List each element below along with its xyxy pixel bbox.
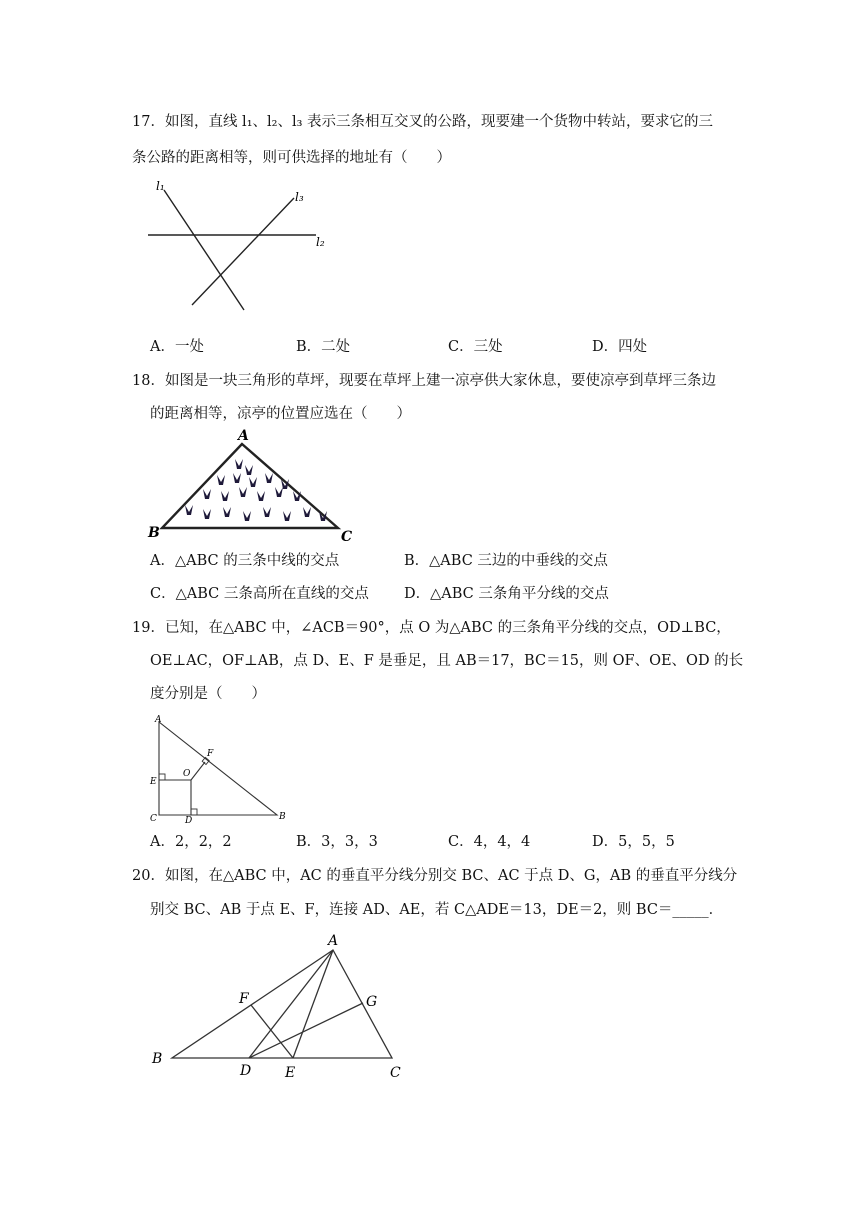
segment-AD xyxy=(249,950,333,1058)
q18-option-d: D．△ABC 三条角平分线的交点 xyxy=(404,586,609,602)
q18-figure xyxy=(145,425,365,545)
q17-option-c: C．三处 xyxy=(448,339,503,355)
grass-row-3 xyxy=(203,487,301,501)
lawn-grass xyxy=(185,459,327,521)
q17-option-a: A．一处 xyxy=(150,339,204,355)
label-D: D xyxy=(240,1063,252,1079)
q17-figure xyxy=(140,178,340,308)
segment-FE xyxy=(251,1005,293,1058)
q17-option-b: B．二处 xyxy=(296,339,351,355)
segment-AE xyxy=(293,950,333,1058)
q19-text-line-2: OE⊥AC，OF⊥AB，点 D、E、F 是垂足，且 AB＝17，BC＝15，则 OF、OE、OD 的长 xyxy=(150,653,744,669)
q20-text-line-1: 20．如图，在△ABC 中，AC 的垂直平分线分别交 BC、AC 于点 D、G，AB 的垂直平分线分 xyxy=(132,868,738,884)
q19-option-d: D．5，5，5 xyxy=(592,834,675,850)
line-l3 xyxy=(192,198,294,305)
q17-text-line-2: 条公路的距离相等，则可供选择的地址有（ ） xyxy=(132,150,451,166)
right-angle-D xyxy=(191,809,197,815)
label-O: O xyxy=(183,769,191,779)
label-l2: l₂ xyxy=(316,235,325,249)
label-B: B xyxy=(279,812,286,822)
q17-option-d: D．四处 xyxy=(592,339,648,355)
q18-option-b: B．△ABC 三边的中垂线的交点 xyxy=(404,553,608,569)
q17-text-line-1: 17．如图，直线 l₁、l₂、l₃ 表示三条相互交叉的公路，现要建一个货物中转站，要求它的三 xyxy=(132,114,714,130)
segment-DG xyxy=(249,1003,363,1058)
q18-option-a: A．△ABC 的三条中线的交点 xyxy=(150,553,340,569)
q18-text-line-1: 18．如图是一块三角形的草坪，现要在草坪上建一凉亭供大家休息，要使凉亭到草坪三条边 xyxy=(132,373,716,389)
label-D: D xyxy=(185,816,193,826)
label-F: F xyxy=(207,749,214,759)
grass-row-1 xyxy=(235,459,253,475)
label-l3: l₃ xyxy=(295,190,304,204)
label-B: B xyxy=(152,1051,163,1067)
label-A: A xyxy=(238,428,249,444)
q18-option-c: C．△ABC 三条高所在直线的交点 xyxy=(150,586,369,602)
label-E: E xyxy=(285,1065,296,1081)
right-angle-E xyxy=(159,774,165,780)
label-B: B xyxy=(148,525,160,541)
right-triangle xyxy=(159,722,277,815)
label-E: E xyxy=(150,777,157,787)
q19-text-line-1: 19．已知，在△ABC 中，∠ACB＝90°，点 O 为△ABC 的三条角平分线的交点，OD⊥BC， xyxy=(132,620,731,636)
q19-option-a: A．2，2，2 xyxy=(150,834,232,850)
q20-text-line-2: 别交 BC、AB 于点 E、F，连接 AD、AE，若 C△ADE＝13，DE＝2，则 BC＝_____． xyxy=(150,902,724,918)
q18-text-line-2: 的距离相等，凉亭的位置应选在（ ） xyxy=(150,406,411,422)
q19-option-b: B．3，3，3 xyxy=(296,834,378,850)
q19-text-line-3: 度分别是（ ） xyxy=(150,686,266,702)
label-G: G xyxy=(366,994,378,1010)
label-C: C xyxy=(341,529,353,545)
label-F: F xyxy=(239,991,249,1007)
q20-figure xyxy=(147,930,417,1080)
q19-option-c: C．4，4，4 xyxy=(448,834,531,850)
label-C: C xyxy=(390,1065,401,1081)
label-C: C xyxy=(150,814,157,824)
segment-OF xyxy=(191,762,205,780)
label-l1: l₁ xyxy=(156,179,165,193)
label-A: A xyxy=(155,715,162,725)
grass-row-4 xyxy=(185,505,327,521)
q19-figure xyxy=(147,712,297,824)
label-A: A xyxy=(328,933,339,949)
